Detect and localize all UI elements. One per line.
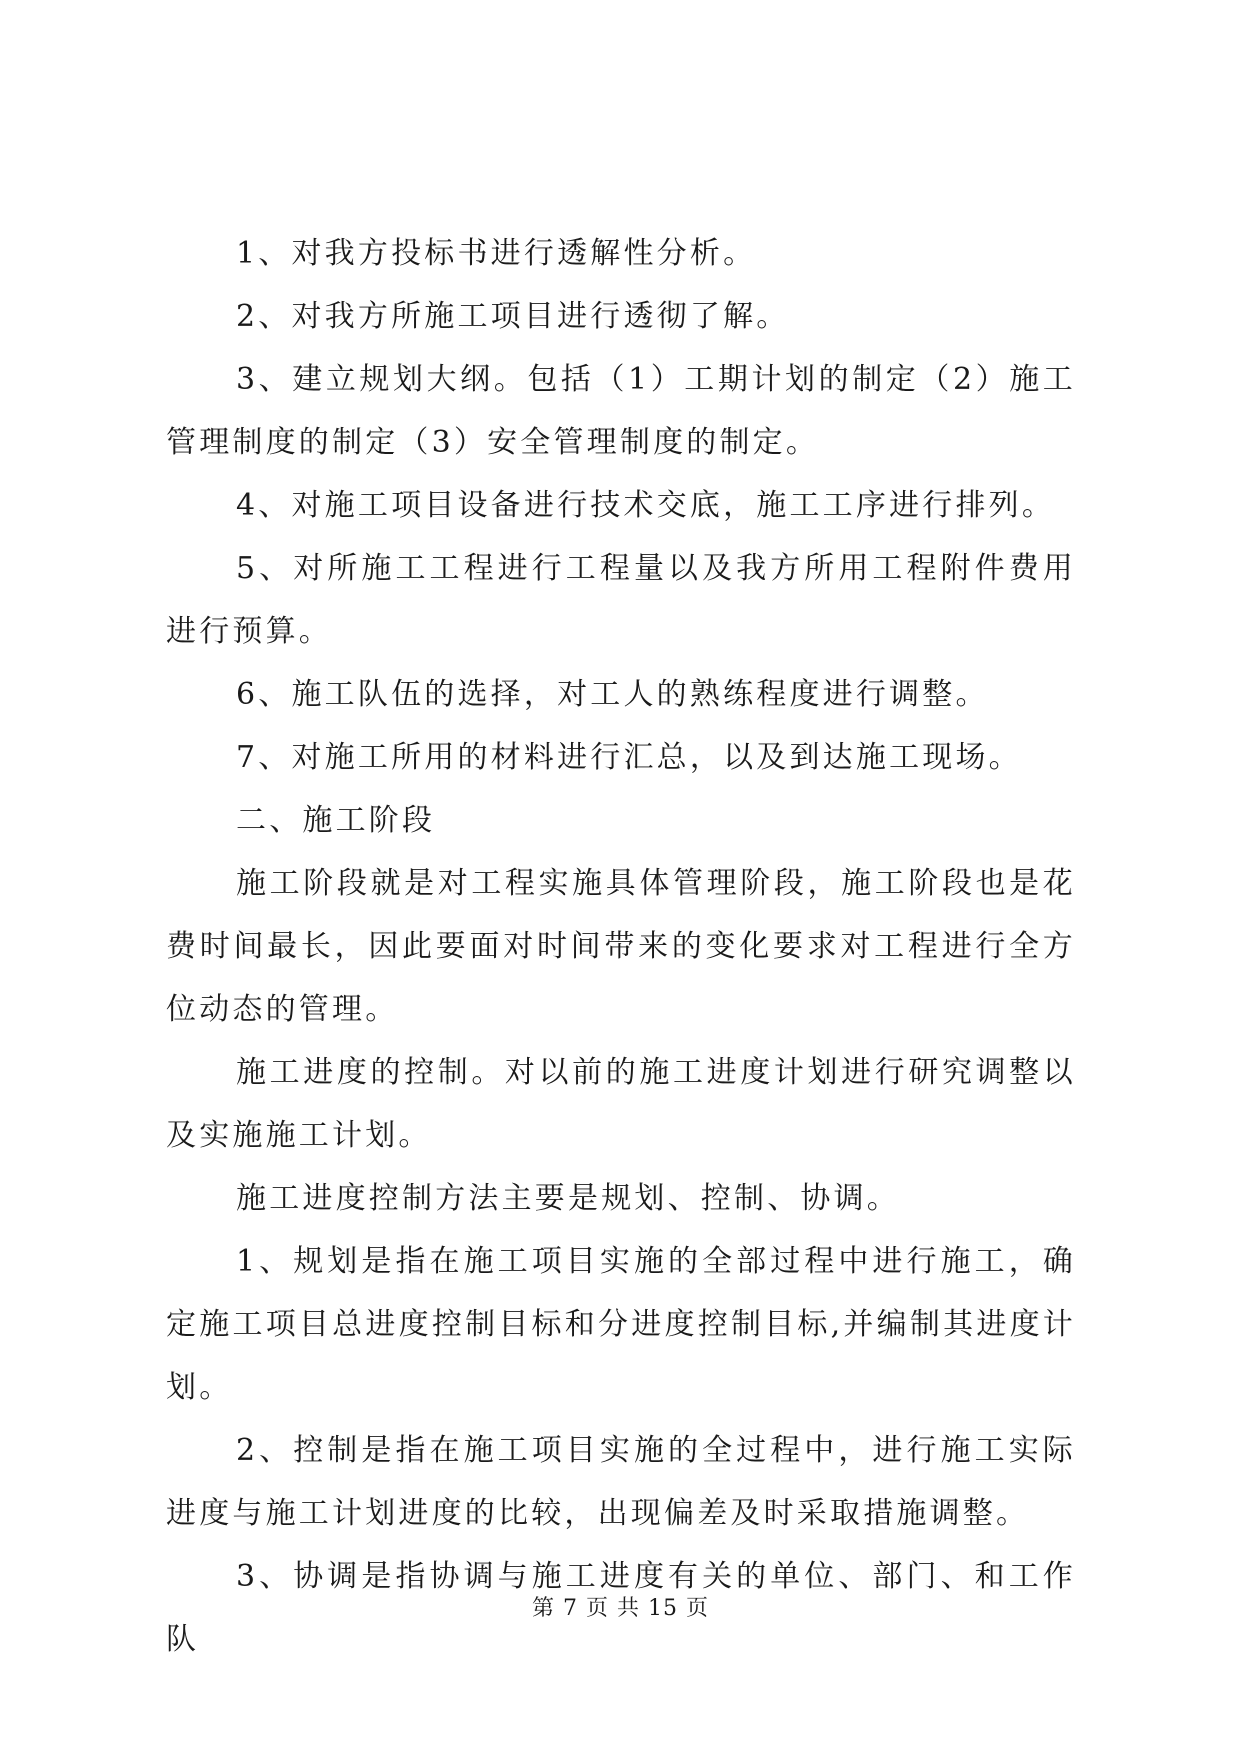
paragraph-prep-item-2: 2、对我方所施工项目进行透彻了解。: [236, 299, 790, 334]
paragraph-progress-control: 施工进度的控制。对以前的施工进度计划进行研究调整以及实施施工计划。: [166, 1055, 1076, 1153]
paragraph-prep-item-6: 6、施工队伍的选择，对工人的熟练程度进行调整。: [236, 677, 989, 712]
document-body: [166, 222, 1076, 1671]
section-heading-construction-stage: 二、施工阶段: [236, 803, 436, 838]
paragraph-method-coordination: 3、协调是指协调与施工进度有关的单位、部门、和工作队: [166, 1559, 1076, 1657]
paragraph-prep-item-1: 1、对我方投标书进行透解性分析。: [236, 236, 757, 271]
paragraph-method-planning: 1、规划是指在施工项目实施的全部过程中进行施工，确定施工项目总进度控制目标和分进度控制目标,并编制其进度计划。: [166, 1244, 1076, 1405]
paragraph-prep-item-4: 4、对施工项目设备进行技术交底，施工工序进行排列。: [236, 488, 1056, 523]
paragraph-prep-item-5: 5、对所施工工程进行工程量以及我方所用工程附件费用进行预算。: [166, 551, 1076, 649]
paragraph-method-control: 2、控制是指在施工项目实施的全过程中，进行施工实际进度与施工计划进度的比较，出现偏差及时采取措施调整。: [166, 1433, 1076, 1531]
paragraph-prep-item-3: 3、建立规划大纲。包括（1）工期计划的制定（2）施工管理制度的制定（3）安全管理制度的制定。: [166, 362, 1076, 460]
paragraph-control-methods: 施工进度控制方法主要是规划、控制、协调。: [236, 1181, 900, 1216]
paragraph-construction-stage-intro: 施工阶段就是对工程实施具体管理阶段，施工阶段也是花费时间最长，因此要面对时间带来的变化要求对工程进行全方位动态的管理。: [166, 866, 1076, 1027]
page-number-footer: 第 7 页 共 15 页: [532, 1596, 709, 1621]
paragraph-prep-item-7: 7、对施工所用的材料进行汇总，以及到达施工现场。: [236, 740, 1022, 775]
